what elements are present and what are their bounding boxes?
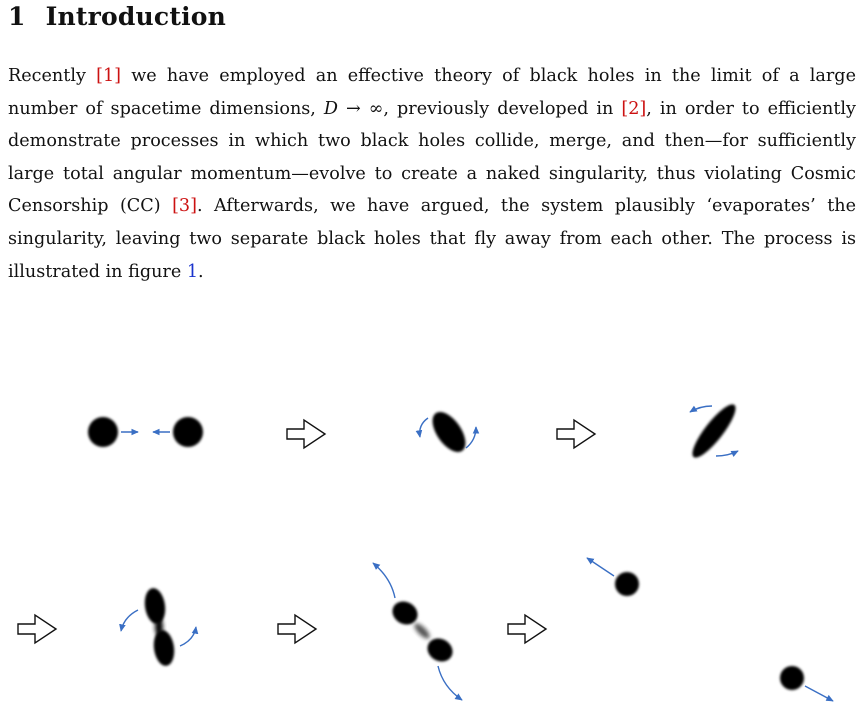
stage-fly-away [587, 558, 833, 701]
citation-link-1[interactable]: [1] [96, 66, 122, 86]
figure-1 [0, 340, 862, 709]
rotation-arrow-icon [690, 406, 712, 412]
trajectory-arrow-icon [587, 558, 614, 576]
section-title: Introduction [45, 2, 227, 31]
rotation-arrow-icon [420, 418, 428, 437]
text-run: we have employed an effective theory of black holes in the limit of a large number of spacetime dimensions, [8, 66, 856, 119]
text-run: . Afterwards, we have argued, the system plausibly ‘evaporates’ the singularity, leaving two separate black holes that fly away from each other. The process is illustrated in figure [8, 196, 857, 282]
text-run: Recently [8, 66, 97, 86]
process-arrow-icon [18, 615, 56, 643]
pinch-neck [155, 618, 163, 636]
stage-pinch-off [121, 587, 196, 667]
rotation-arrow-icon [716, 451, 738, 456]
stage-elongated-bar [687, 399, 742, 462]
math-d-to-infinity: D → ∞ [323, 98, 384, 119]
section-heading [8, 2, 226, 31]
black-hole-right [173, 417, 203, 447]
process-arrow-icon [557, 420, 595, 448]
text-run: , previously developed in [383, 98, 622, 119]
fragment-neck [412, 621, 432, 641]
lobe-lower [152, 629, 177, 667]
stage-merge-rotate [420, 406, 476, 457]
rotation-arrow-icon [466, 427, 476, 448]
black-hole-upper [615, 572, 639, 596]
merged-black-hole [426, 406, 472, 457]
black-hole-left [88, 417, 118, 447]
process-arrow-icon [508, 615, 546, 643]
stage-approach [88, 417, 203, 447]
lobe-upper [143, 587, 168, 625]
trajectory-arrow-icon [373, 563, 395, 598]
text-run: , in order to efficiently demonstrate processes in which two black holes collide, merge, and then—for sufficiently large total angular momentum—evolve to create a naked singularity, thus violating Cosmic Censorship (CC) [8, 98, 856, 217]
fragment-lower [423, 634, 457, 666]
rotation-arrow-icon [180, 627, 196, 646]
trajectory-arrow-icon [805, 686, 833, 701]
figure-link-1[interactable]: 1 [186, 261, 199, 282]
rotation-arrow-icon [121, 610, 138, 631]
process-arrow-icon [287, 420, 325, 448]
intro-paragraph [8, 60, 856, 288]
trajectory-arrow-icon [438, 666, 462, 700]
text-run: . [198, 261, 204, 282]
section-number: 1 [8, 2, 26, 31]
citation-link-3[interactable]: [3] [172, 196, 197, 217]
black-hole-lower [780, 666, 804, 690]
citation-link-2[interactable]: [2] [621, 98, 647, 119]
process-arrow-icon [278, 615, 316, 643]
stage-split [373, 563, 462, 700]
